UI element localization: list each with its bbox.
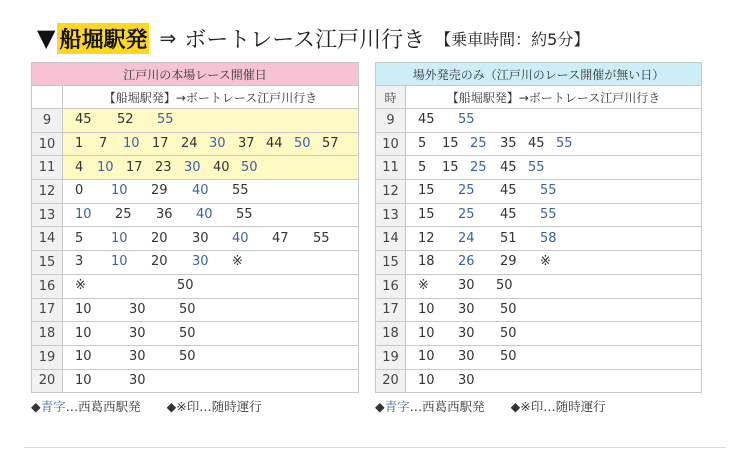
table-row <box>32 345 359 369</box>
table-row <box>376 251 702 275</box>
departure-times-cell <box>406 345 702 369</box>
departure-minute: 50 <box>500 325 517 341</box>
departure-minute: 55 <box>528 159 545 175</box>
departure-times-cell <box>63 109 359 133</box>
departure-minute: 4 <box>75 159 84 175</box>
departure-minute: 50 <box>179 301 196 317</box>
departure-minute: 25 <box>458 207 475 223</box>
departure-times-cell <box>406 227 702 251</box>
departure-minute: 10 <box>418 372 435 388</box>
departure-minute: 52 <box>117 112 134 128</box>
departure-minute: 30 <box>192 230 209 246</box>
departure-minute: 10 <box>111 183 128 199</box>
departure-times-cell <box>63 345 359 369</box>
diamond-icon: ◆ <box>375 399 385 414</box>
hour-cell: 14 <box>32 227 63 251</box>
table-row <box>32 180 359 204</box>
table-row <box>376 298 702 322</box>
departure-minute: 17 <box>126 159 143 175</box>
table-row <box>376 322 702 346</box>
hour-cell: 16 <box>376 274 406 298</box>
table-row <box>32 322 359 346</box>
table-row <box>376 109 702 133</box>
departure-minute: ※ <box>540 254 551 270</box>
departure-minute: 40 <box>232 230 249 246</box>
departure-minute: 10 <box>97 159 114 175</box>
departure-minute: ※ <box>418 278 429 294</box>
departure-times-cell <box>406 274 702 298</box>
origin-station: 船堀駅発 <box>57 23 149 54</box>
legend-right <box>375 397 606 415</box>
departure-minute: 30 <box>129 301 146 317</box>
hour-cell: 20 <box>32 369 63 393</box>
departure-minute: 25 <box>115 207 132 223</box>
hour-cell: 10 <box>376 132 406 156</box>
legend-blue-word: 青字 <box>384 399 410 414</box>
departure-minute: 55 <box>556 136 573 152</box>
departure-minute: 45 <box>500 183 517 199</box>
departure-minute: 10 <box>75 325 92 341</box>
departure-minute: 55 <box>313 230 330 246</box>
departure-minute: 15 <box>418 183 435 199</box>
departure-times-cell <box>63 274 359 298</box>
departure-minute: 10 <box>75 301 92 317</box>
timetable-off-track-day <box>375 62 702 393</box>
departure-times-cell <box>63 156 359 180</box>
departure-minute: 10 <box>111 230 128 246</box>
departure-times-cell <box>406 369 702 393</box>
departure-minute: 30 <box>192 254 209 270</box>
departure-minute: 10 <box>111 254 128 270</box>
departure-minute: 26 <box>458 254 475 270</box>
departure-minute: 30 <box>209 136 226 152</box>
departure-minute: 25 <box>458 183 475 199</box>
departure-minute: 30 <box>458 325 475 341</box>
departure-minute: 30 <box>129 372 146 388</box>
divider <box>24 447 726 448</box>
departure-minute: 30 <box>184 159 201 175</box>
hour-column-header <box>32 86 63 109</box>
departure-minute: 51 <box>500 230 517 246</box>
departure-minute: 0 <box>75 183 84 199</box>
departure-minute: 50 <box>179 325 196 341</box>
departure-minute: 45 <box>418 112 435 128</box>
departure-times-cell <box>63 132 359 156</box>
departure-minute: 50 <box>500 349 517 365</box>
departure-minute: 30 <box>129 349 146 365</box>
departure-times-cell <box>63 180 359 204</box>
departure-minute: 45 <box>500 207 517 223</box>
departure-minute: 40 <box>192 183 209 199</box>
legend-note: ◆※印…随時運行 <box>510 399 606 414</box>
hour-cell: 13 <box>32 203 63 227</box>
departure-minute: 50 <box>294 136 311 152</box>
table-row <box>376 203 702 227</box>
departure-minute: 35 <box>500 136 517 152</box>
departure-minute: 30 <box>458 278 475 294</box>
hour-cell: 19 <box>376 345 406 369</box>
departure-times-cell <box>63 322 359 346</box>
table-row <box>32 156 359 180</box>
departure-minute: 50 <box>177 278 194 294</box>
table-row <box>32 203 359 227</box>
hour-cell: 20 <box>376 369 406 393</box>
table-row <box>32 251 359 275</box>
departure-times-cell <box>63 298 359 322</box>
departure-minute: 40 <box>213 159 230 175</box>
departure-minute: 18 <box>418 254 435 270</box>
table-row <box>376 227 702 251</box>
legend-note: ◆※印…随時運行 <box>166 399 262 414</box>
departure-minute: 37 <box>238 136 255 152</box>
departure-times-cell <box>63 227 359 251</box>
table-row <box>376 132 702 156</box>
legend-blue-desc: …西葛西駅発 <box>409 399 485 414</box>
hour-cell: 17 <box>32 298 63 322</box>
legend-blue-word: 青字 <box>40 399 66 414</box>
hour-cell: 12 <box>376 180 406 204</box>
departure-times-cell <box>406 109 702 133</box>
hour-cell: 11 <box>32 156 63 180</box>
departure-minute: 55 <box>540 207 557 223</box>
departure-minute: 55 <box>540 183 557 199</box>
departure-minute: 15 <box>442 159 459 175</box>
table-subheader: 【船堀駅発】→ボートレース江戸川行き <box>406 86 702 109</box>
departure-minute: 45 <box>500 159 517 175</box>
departure-times-cell <box>406 156 702 180</box>
table-row <box>32 274 359 298</box>
table-row <box>32 132 359 156</box>
departure-times-cell <box>63 369 359 393</box>
departure-minute: 7 <box>99 136 108 152</box>
departure-minute: 44 <box>266 136 283 152</box>
departure-minute: 30 <box>129 325 146 341</box>
departure-minute: 57 <box>322 136 339 152</box>
departure-minute: 29 <box>500 254 517 270</box>
legend-blue-desc: …西葛西駅発 <box>65 399 141 414</box>
departure-minute: 17 <box>152 136 169 152</box>
hour-cell: 15 <box>32 251 63 275</box>
departure-minute: 30 <box>458 372 475 388</box>
table-row <box>376 369 702 393</box>
table-row <box>376 156 702 180</box>
departure-minute: 3 <box>75 254 84 270</box>
departure-times-cell <box>406 251 702 275</box>
departure-minute: 23 <box>155 159 172 175</box>
table-subheader: 【船堀駅発】→ボートレース江戸川行き <box>63 86 359 109</box>
departure-minute: 55 <box>232 183 249 199</box>
hour-cell: 17 <box>376 298 406 322</box>
departure-minute: 5 <box>75 230 84 246</box>
departure-minute: 29 <box>151 183 168 199</box>
departure-minute: 58 <box>540 230 557 246</box>
hour-cell: 19 <box>32 345 63 369</box>
departure-minute: 45 <box>75 112 92 128</box>
departure-minute: 20 <box>151 254 168 270</box>
table-row <box>32 227 359 251</box>
hour-cell: 12 <box>32 180 63 204</box>
departure-minute: 10 <box>123 136 140 152</box>
hour-cell: 15 <box>376 251 406 275</box>
legend-left <box>31 397 262 415</box>
hour-cell: 13 <box>376 203 406 227</box>
hour-cell: 10 <box>32 132 63 156</box>
hour-cell: 11 <box>376 156 406 180</box>
departure-minute: 25 <box>470 159 487 175</box>
hour-cell: 16 <box>32 274 63 298</box>
departure-minute: ※ <box>75 278 86 294</box>
departure-times-cell <box>406 298 702 322</box>
departure-minute: 5 <box>418 159 427 175</box>
departure-minute: ※ <box>232 254 243 270</box>
departure-times-cell <box>406 322 702 346</box>
departure-minute: 50 <box>179 349 196 365</box>
departure-minute: 30 <box>458 349 475 365</box>
hour-column-header: 時 <box>376 86 406 109</box>
departure-minute: 20 <box>151 230 168 246</box>
departure-times-cell <box>406 180 702 204</box>
departure-minute: 10 <box>75 372 92 388</box>
departure-minute: 40 <box>196 207 213 223</box>
departure-minute: 24 <box>181 136 198 152</box>
departure-minute: 15 <box>442 136 459 152</box>
timetable-race-day <box>31 62 359 393</box>
departure-minute: 50 <box>241 159 258 175</box>
departure-minute: 55 <box>236 207 253 223</box>
hour-cell: 9 <box>376 109 406 133</box>
destination: ボートレース江戸川行き <box>184 27 426 53</box>
departure-minute: 10 <box>418 349 435 365</box>
departure-minute: 1 <box>75 136 84 152</box>
departure-minute: 10 <box>75 349 92 365</box>
diamond-icon: ◆ <box>31 399 41 414</box>
ride-time: 【乗車時間：約5分】 <box>435 29 590 49</box>
departure-minute: 50 <box>496 278 513 294</box>
departure-minute: 10 <box>418 301 435 317</box>
table-row <box>32 369 359 393</box>
departure-minute: 12 <box>418 230 435 246</box>
departure-minute: 45 <box>528 136 545 152</box>
hour-cell: 18 <box>376 322 406 346</box>
hour-cell: 18 <box>32 322 63 346</box>
departure-minute: 36 <box>156 207 173 223</box>
table-row <box>376 345 702 369</box>
table-row <box>32 298 359 322</box>
departure-minute: 55 <box>458 112 475 128</box>
departure-minute: 5 <box>418 136 427 152</box>
departure-minute: 25 <box>470 136 487 152</box>
departure-times-cell <box>406 132 702 156</box>
departure-minute: 55 <box>157 112 174 128</box>
table-row <box>376 180 702 204</box>
table-row <box>32 109 359 133</box>
departure-minute: 30 <box>458 301 475 317</box>
departure-minute: 10 <box>75 207 92 223</box>
hour-cell: 9 <box>32 109 63 133</box>
departure-minute: 10 <box>418 325 435 341</box>
table-caption: 場外発売のみ（江戸川のレース開催が無い日） <box>376 63 702 86</box>
departure-minute: 15 <box>418 207 435 223</box>
departure-times-cell <box>406 203 702 227</box>
hour-cell: 14 <box>376 227 406 251</box>
table-caption: 江戸川の本場レース開催日 <box>32 63 359 86</box>
triangle-marker-icon: ▼ <box>37 24 56 52</box>
departure-minute: 50 <box>500 301 517 317</box>
page-title <box>37 22 589 54</box>
departure-times-cell <box>63 203 359 227</box>
departure-minute: 24 <box>458 230 475 246</box>
arrow-icon: ⇒ <box>159 26 177 50</box>
departure-minute: 47 <box>272 230 289 246</box>
table-row <box>376 274 702 298</box>
departure-times-cell <box>63 251 359 275</box>
